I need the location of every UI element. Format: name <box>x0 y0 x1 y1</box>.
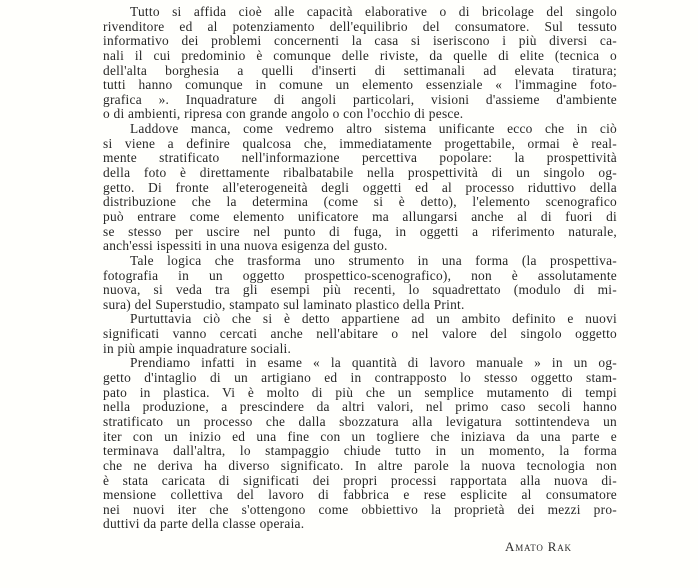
text-line: Tutto si affida cioè alle capacità elaborative o di bricolage del singolo <box>130 5 617 19</box>
text-line: mensione collettiva del lavoro di fabbrica e rese esplicite al consumatore <box>103 488 617 503</box>
text-line: Tale logica che trasforma uno strumento in una forma (la prospettiva- <box>130 253 617 268</box>
text-line: nei nuovi iter che s'ottengono come obbiettivo la proprietà dei mezzi pro- <box>103 502 617 517</box>
text-line: mente stratificato nell'informazione percettiva popolare: la prospettività <box>103 151 617 166</box>
text-line: se stesso per uscire nel punto di fuga, in oggetti a riferimento naturale, <box>103 224 617 239</box>
text-line: getto. Di fronte all'eterogeneità degli oggetti ed al processo riduttivo della <box>103 180 617 195</box>
text-line: che ne deriva ha diverso significato. In altre parole la nuova tecnologia non <box>103 458 617 473</box>
article-body <box>103 5 617 532</box>
text-line: sura) del Superstudio, stampato sul laminato plastico della Print. <box>103 297 465 312</box>
text-line: può entrare come elemento unificatore ma allungarsi anche al di fuori di <box>103 209 617 224</box>
text-line: fotografia in un oggetto prospettico-scenografico), non è assolutamente <box>103 268 617 283</box>
text-line: Prendiamo infatti in esame « la quantità di lavoro manuale » in un og- <box>130 356 617 371</box>
text-line: è stata caricata di significati dei propri processi rapportata alla nuova di- <box>103 473 617 488</box>
text-line: pato in plastica. Vi è molto di più che un semplice mutamento di tempi <box>103 385 617 400</box>
text-line: distribuzione che la determina (come si è detto), l'elemento scenografico <box>103 195 617 210</box>
text-line: tutti hanno comunque in comune un elemento essenziale « l'immagine foto- <box>103 78 617 93</box>
text-line: in più ampie inquadrature sociali. <box>103 341 292 356</box>
text-line: rivenditore ed al potenziamento dell'equilibrio del consumatore. Sul tessuto <box>103 19 617 34</box>
text-line: anch'essi ispessiti in una nuova esigenza del gusto. <box>103 239 388 254</box>
text-line: Laddove manca, come vedremo altro sistema unificante ecco che in ciò <box>130 122 617 137</box>
author-signature: Amato Rak <box>505 539 572 554</box>
text-line: nuova, si veda tra gli esempi più recenti, lo squadrettato (modulo di mi- <box>103 283 617 298</box>
paragraph <box>103 254 617 313</box>
text-line: Purtuttavia ciò che si è detto appartiene ad un ambito definito e nuovi <box>130 312 617 327</box>
text-line: significati vanno cercati anche nell'abitare o nel valore del singolo oggetto <box>103 327 617 342</box>
text-line: grafica ». Inquadrature di angoli particolari, visioni d'assieme d'ambiente <box>103 92 617 107</box>
text-line: nella produzione, a prescindere da altri valori, nel primo caso secoli hanno <box>103 400 617 415</box>
text-line: della foto è direttamente ribalbatabile nella prospettività di un singolo og- <box>103 166 617 181</box>
text-line: stratificato un processo che dalla sbozzatura alla levigatura sottintendeva un <box>103 414 617 429</box>
text-line: informativo dei problemi concernenti la casa si iseriscono i più diversi ca- <box>103 34 617 49</box>
paragraph <box>103 312 617 356</box>
paragraph <box>103 5 617 122</box>
text-line: iter con un inizio ed una fine con un togliere che iniziava da una parte e <box>103 429 617 444</box>
text-line: o di ambienti, ripresa con grande angolo o con l'occhio di pesce. <box>103 107 464 122</box>
text-line: dell'alta borghesia a quelli d'inserti di settimanali ad elevata tiratura; <box>103 63 617 78</box>
paragraph <box>103 122 617 254</box>
text-line: terminava dall'altra, lo stampaggio chiude tutto in un momento, la forma <box>103 444 617 459</box>
paragraph <box>103 356 617 532</box>
text-line: duttivi da parte della classe operaia. <box>103 517 305 532</box>
text-line: nali il cui predominio è comunque delle riviste, da quelle di elite (tecnica o <box>103 48 617 63</box>
text-line: getto d'intaglio di un artigiano ed in contrapposto lo stesso oggetto stam- <box>103 371 617 386</box>
text-line: si viene a definire qualcosa che, immediatamente progettabile, ormai è real- <box>103 136 617 151</box>
